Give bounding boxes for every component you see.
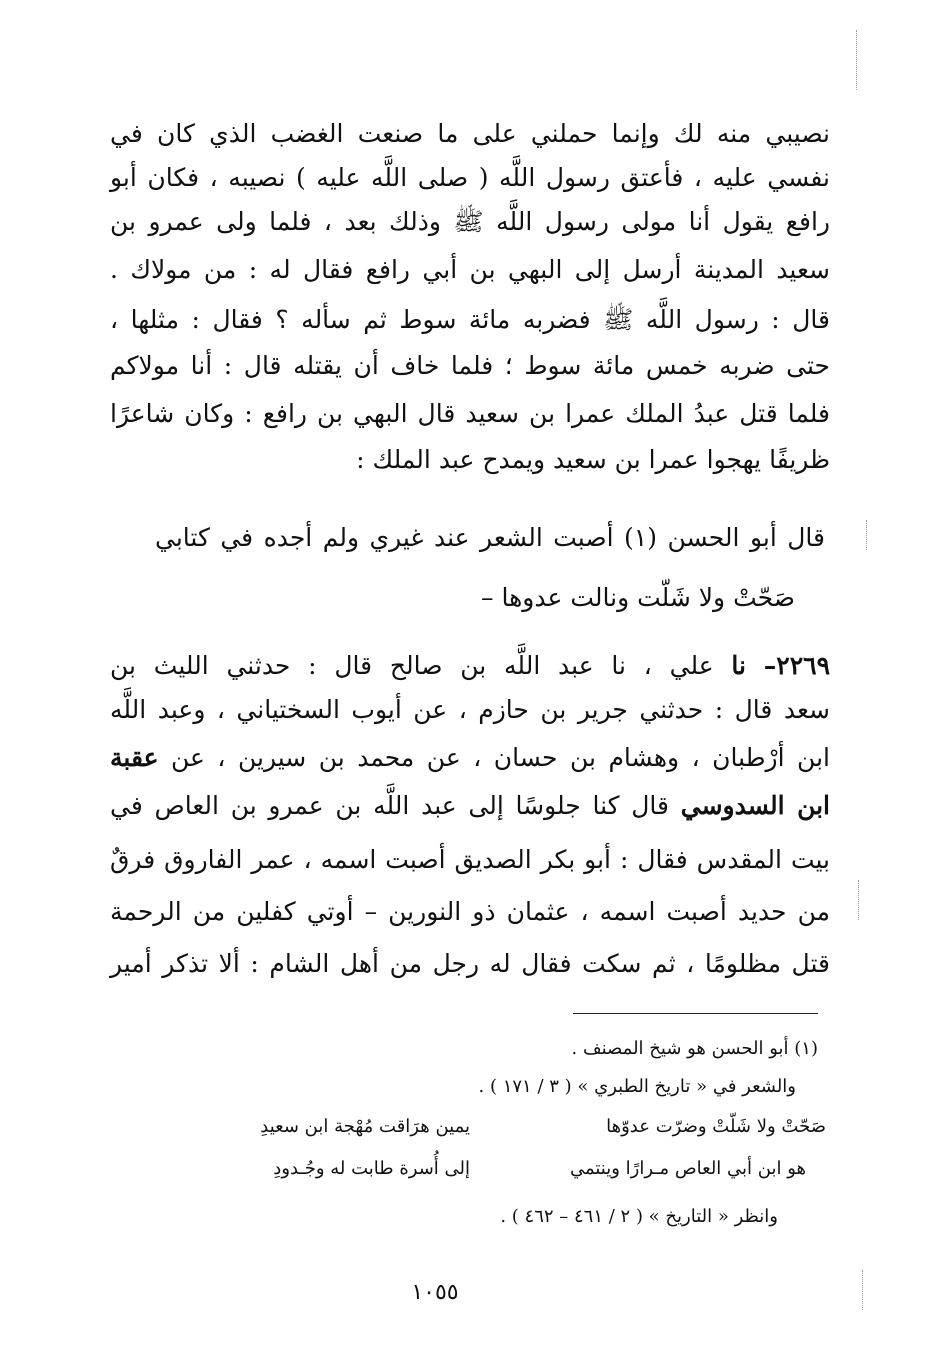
text-line: رافع يقول أنا مولى رسول اللَّه ﷺ وذلك بعد ، فلما ولى عمرو بن <box>110 207 830 236</box>
verse-hemistich: يمين هرَاقت مُهْجة ابن سعيدِ <box>260 1116 470 1137</box>
footnote-text: وانظر « التاريخ » ( ٢ / ٤٦١ – ٤٦٢ ) . <box>500 1206 778 1227</box>
text-line <box>110 786 830 826</box>
hadith-text: علي ، نا عبد اللَّه بن صالح قال : حدثني الليث بن <box>110 651 714 680</box>
verse-hemistich: إلى أُسرة طابت له وجُـدودِ <box>273 1158 470 1179</box>
text-line: نصيبي منه لك وإنما حملني على ما صنعت الغضب الذي كان في <box>110 119 830 148</box>
scan-margin-mark <box>862 1270 865 1310</box>
text-line: نفسي عليه ، فأعتق رسول اللَّه ( صلى اللَّه عليه ) نصيبه ، فكان أبو <box>110 163 830 192</box>
page-number: ١٠٥٥ <box>411 1280 459 1305</box>
hadith-opening-word: نا <box>731 651 746 680</box>
footnote-text: والشعر في « تاريخ الطبري » ( ٣ / ١٧١ ) . <box>478 1076 796 1097</box>
scan-margin-mark <box>858 880 861 920</box>
footnote-separator <box>573 1013 818 1014</box>
hadith-number: ٢٢٦٩– <box>763 651 830 680</box>
poem-verse: صَحّتْ ولا شَلّت ونالت عدوها – <box>481 583 795 612</box>
narrator-name: عقبة <box>110 743 159 772</box>
text-line: فلما قتل عبدُ الملك عمرا بن سعيد قال البهي بن رافع : وكان شاعرًا <box>110 399 830 428</box>
verse-hemistich: صَحّتْ ولا شَلّتْ وضرّت عدوّها <box>606 1116 826 1137</box>
text-segment: قال كنا جلوسًا إلى عبد اللَّه بن عمرو بن العاص في <box>110 791 669 820</box>
text-line: قال : رسول اللَّه ﷺ فضربه مائة سوط ثم سأله ؟ فقال : مثلها ، <box>110 305 830 334</box>
text-line: بيت المقدس فقال : أبو بكر الصديق أصبت اسمه ، عمر الفاروق فرقٌ <box>110 845 830 874</box>
text-line: من حديد أصبت اسمه ، عثمان ذو النورين – أوتي كفلين من الرحمة <box>110 897 830 926</box>
verse-hemistich: هو ابن أبي العاص مـرارًا وينتمي <box>569 1158 806 1179</box>
narrator-name: ابن السدوسي <box>680 791 831 820</box>
text-line: حتى ضربه خمس مائة سوط ؛ فلما خاف أن يقتله قال : أنا مولاكم <box>110 351 830 380</box>
text-line <box>110 738 830 778</box>
narrator-note: قال أبو الحسن (١) أصبت الشعر عند غيري ولم أجده في كتابي <box>155 523 825 552</box>
scan-margin-mark <box>866 520 869 550</box>
hadith-first-line <box>110 646 830 686</box>
text-segment: ابن أرْطبان ، وهشام بن حسان ، عن محمد بن سيرين ، عن <box>171 743 830 772</box>
text-line: ظريفًا يهجوا عمرا بن سعيد ويمدح عبد الملك : <box>356 445 830 474</box>
text-line: سعد قال : حدثني جرير بن حازم ، عن أيوب السختياني ، وعبد اللَّه <box>110 695 830 724</box>
text-line: سعيد المدينة أرسل إلى البهي بن أبي رافع فقال له : من مولاك . <box>110 255 830 284</box>
text-line: قتل مظلومًا ، ثم سكت فقال له رجل من أهل الشام : ألا تذكر أمير <box>110 949 830 978</box>
footnote-1: (١) أبو الحسن هو شيخ المصنف . <box>571 1038 818 1059</box>
scan-margin-mark <box>856 30 859 90</box>
